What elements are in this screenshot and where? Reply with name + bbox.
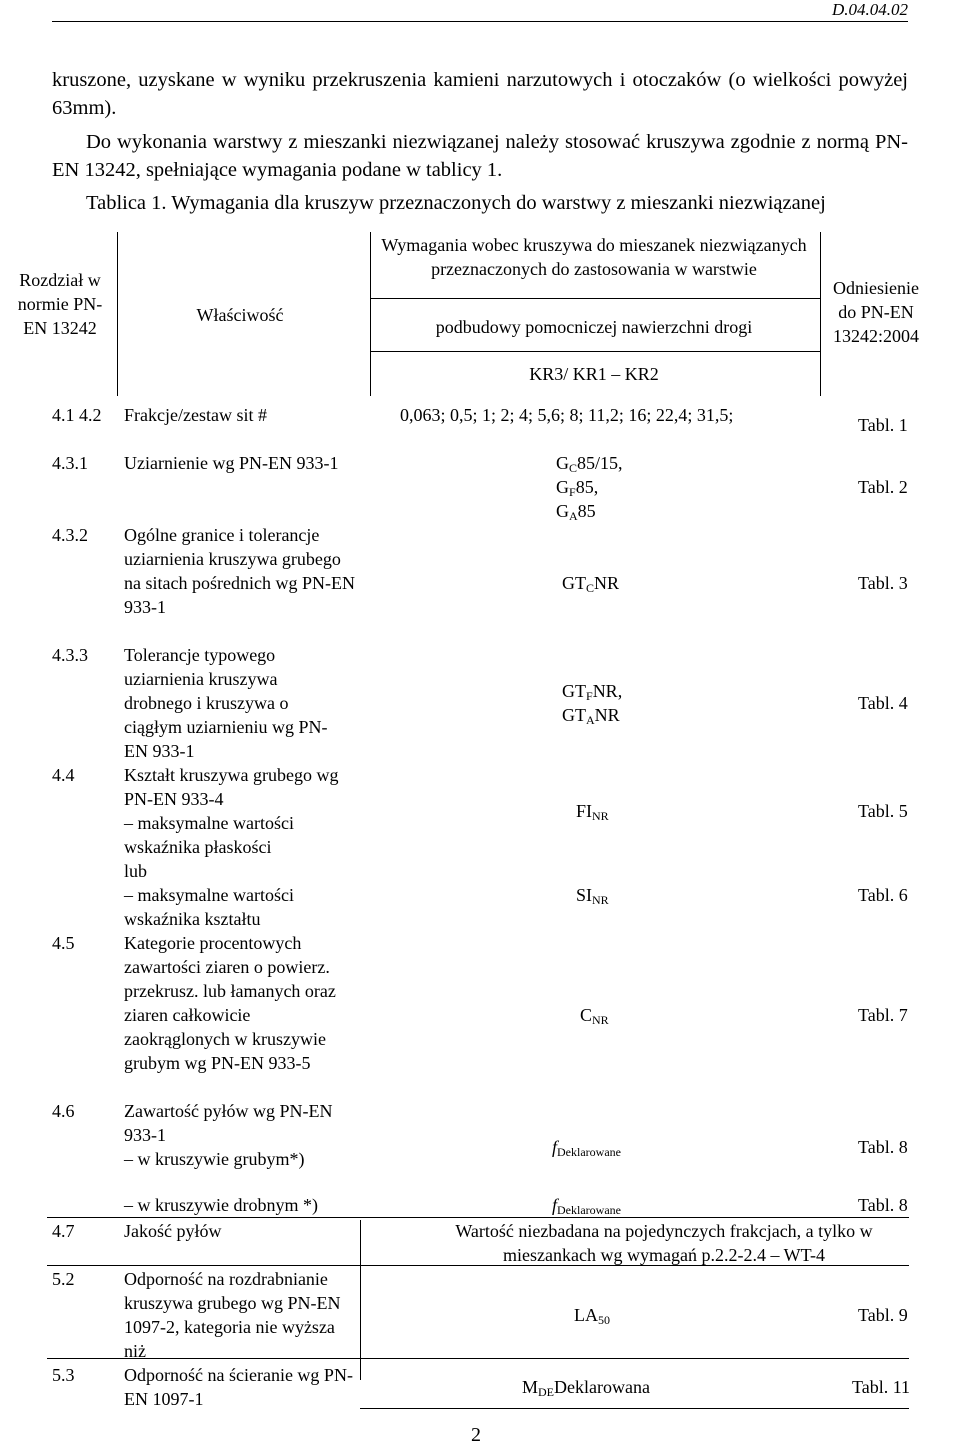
requirement-symbol: $FI_{NR}$	[576, 801, 609, 823]
requirement-symbol: $SI_{NR}$	[576, 885, 609, 907]
row-property: Tolerancje typowego uziarnienia kruszywa drobnego i kruszywa o ciągłym uziarnieniu wg PN-EN 933-1	[124, 645, 328, 761]
table-grid-line	[360, 1408, 909, 1409]
row-property: Kategorie procentowych zawartości ziaren o powierz. przekrusz. lub łamanych oraz ziaren całkowicie zaokrąglonych w kruszywie grubym wg PN-EN 933-5	[124, 933, 336, 1073]
table-grid-line	[360, 1220, 361, 1380]
row-reference: Tabl. 6	[858, 885, 908, 905]
row-reference: Tabl. 1	[858, 415, 908, 435]
row-property: – w kruszywie grubym*)	[124, 1149, 305, 1169]
header-chapter: Rozdział w normie PN-EN 13242	[17, 270, 103, 338]
row-chapter: 5.3	[52, 1365, 75, 1385]
row-requirement: 0,063; 0,5; 1; 2; 4; 5,6; 8; 11,2; 16; 22,4; 31,5;	[400, 405, 734, 425]
row-chapter: 4.4	[52, 765, 75, 785]
row-chapter: 5.2	[52, 1269, 75, 1289]
table-grid-line	[370, 351, 820, 352]
requirement-symbol: $LA_{50}$	[574, 1305, 610, 1327]
row-chapter: 4.6	[52, 1101, 75, 1121]
row-property: Zawartość pyłów wg PN-EN 933-1	[124, 1101, 333, 1145]
row-chapter: 4.7	[52, 1221, 75, 1241]
row-reference: Tabl. 4	[858, 693, 908, 713]
requirement-symbol: $f_{Deklarowane}$	[552, 1137, 621, 1159]
row-reference: Tabl. 8	[858, 1195, 908, 1215]
row-reference: Tabl. 11	[852, 1377, 911, 1397]
table-grid-line	[370, 298, 820, 299]
table-grid-line	[370, 232, 371, 396]
row-property: – w kruszywie drobnym *)	[124, 1195, 318, 1215]
row-chapter: 4.3.1	[52, 453, 88, 473]
table-grid-line	[820, 232, 821, 396]
row-property: Ogólne granice i tolerancje uziarnienia kruszywa grubego na sitach pośrednich wg PN-EN 933-1	[124, 525, 355, 617]
row-requirement: Wartość niezbadana na pojedynczych frakcjach, a tylko w mieszankach wg wymagań p.2.2-2.4 – WT-4	[455, 1221, 873, 1265]
row-property: Odporność na rozdrabnianie kruszywa grubego wg PN-EN 1097-2, kategoria nie wyższa niż	[124, 1269, 341, 1361]
table-grid-line	[117, 232, 118, 396]
header-rule	[52, 21, 908, 22]
row-property: Jakość pyłów	[124, 1221, 222, 1241]
row-property: Kształt kruszywa grubego wg PN-EN 933-4	[124, 765, 339, 809]
row-chapter: 4.5	[52, 933, 75, 953]
row-chapter: 4.1 4.2	[52, 405, 102, 425]
document-code: D.04.04.02	[831, 0, 908, 19]
requirement-symbol: $f_{Deklarowane}$	[552, 1195, 621, 1217]
row-chapter: 4.3.3	[52, 645, 88, 665]
requirement-symbol: $M_{DE}Deklarowana$	[522, 1377, 650, 1399]
row-reference: Tabl. 3	[858, 573, 908, 593]
row-reference: Tabl. 2	[858, 477, 908, 497]
header-layer: podbudowy pomocniczej nawierzchni drogi	[435, 317, 753, 337]
row-chapter: 4.3.2	[52, 525, 88, 545]
header-property: Właściwość	[196, 305, 284, 325]
paragraph-2: Do wykonania warstwy z mieszanki niezwiązanej należy stosować kruszywa zgodnie z normą PN-EN 13242, spełniające wymagania podane w tablicy 1.	[52, 131, 908, 181]
row-property: Odporność na ścieranie wg PN-EN 1097-1	[124, 1365, 353, 1409]
requirement-symbol: $GT_FNR$, $GT_ANR$	[562, 681, 623, 727]
row-reference: Tabl. 8	[858, 1137, 908, 1157]
header-categories: KR3/ KR1 – KR2	[529, 364, 659, 384]
requirement-symbol: $GT_CNR$	[562, 573, 620, 595]
row-reference: Tabl. 5	[858, 801, 908, 821]
header-requirements: Wymagania wobec kruszywa do mieszanek niezwiązanych przeznaczonych do zastosowania w warstwie	[381, 235, 807, 279]
row-reference: Tabl. 7	[858, 1005, 908, 1025]
row-property: Frakcje/zestaw sit #	[124, 405, 267, 425]
requirement-symbol: $C_{NR}$	[580, 1005, 609, 1027]
row-property: – maksymalne wartości wskaźnika kształtu	[124, 885, 294, 929]
header-reference: Odniesienie do PN-EN 13242:2004	[832, 278, 919, 346]
paragraph-1: kruszone, uzyskane w wyniku przekruszenia kamieni narzutowych i otoczaków (o wielkości powyżej 63mm).	[52, 69, 908, 119]
requirement-symbol: $G_C85/15$, $G_F85$, $G_A85$	[556, 453, 623, 523]
table-caption: Tablica 1. Wymagania dla kruszyw przeznaczonych do warstwy z mieszanki niezwiązanej	[86, 192, 826, 214]
row-property: lub	[124, 861, 148, 881]
row-property: – maksymalne wartości wskaźnika płaskości	[124, 813, 294, 857]
row-reference: Tabl. 9	[858, 1305, 908, 1325]
row-property: Uziarnienie wg PN-EN 933-1	[124, 453, 339, 473]
page-number: 2	[471, 1424, 481, 1446]
table-grid-line	[47, 1217, 909, 1218]
